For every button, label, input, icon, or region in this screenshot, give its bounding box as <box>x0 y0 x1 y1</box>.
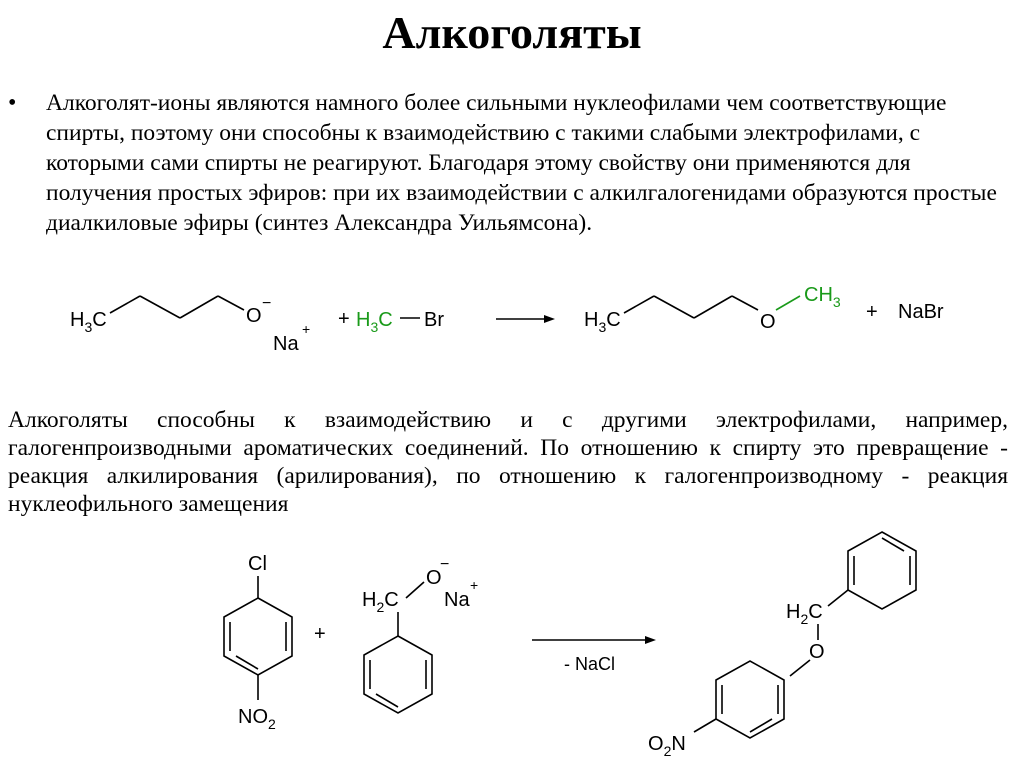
benzyloxide-minus: − <box>440 556 450 573</box>
product1-h3c: $H_3C$ <box>584 309 621 335</box>
benzyloxide-ch2: $H_2C$ <box>362 589 399 615</box>
reactant-nitro: $NO_2$ <box>238 706 276 732</box>
bullet-text: Алкоголят-ионы являются намного более сильными нуклеофилами чем соответствующие спирты, поэтому они способны к взаимодействию с такими слабыми электрофилами, с которыми сами спирты не реагируют. Благодаря этому свойству они применяются для получения простых эфиров: при их взаимодействии с алкилгалогенидами образуются простые диалкиловые эфиры (синтез Александра Уильямсона). <box>46 90 997 236</box>
chloronitrobenzene-ring <box>224 576 292 700</box>
reactant1-minus: − <box>262 295 272 312</box>
benzyloxide-oxygen: O <box>426 567 442 589</box>
reaction2-arrow <box>532 636 656 644</box>
reactant1-sodium-charge: + <box>302 321 311 337</box>
reactant2-h3c: $H_3C$ <box>356 309 393 335</box>
plus-sign-1: + <box>338 308 350 330</box>
reactant2-bromine: Br <box>424 309 444 331</box>
plus-sign-2: + <box>866 301 878 323</box>
product2-nabr: NaBr <box>898 301 944 323</box>
bullet-marker: • <box>8 90 17 116</box>
product1-oxygen: O <box>760 311 776 333</box>
reactant-chlorine: Cl <box>248 553 267 575</box>
product-nitrophenyl-ring <box>694 661 784 738</box>
paragraph: Алкоголяты способны к взаимодействию и с другими электрофилами, например, галогенпроизводными ароматических соединений. По отношению к спирту это превращение - реакция алкилирования (арилирования), по отношению к галогенпроизводному - реакция нуклеофильного замещения <box>8 407 1008 517</box>
product-oxygen: O <box>809 641 825 663</box>
benzyloxide-sodium: Na <box>444 589 470 611</box>
product1-ch3: $CH_3$ <box>804 284 841 310</box>
product-ch2: $H_2C$ <box>786 601 823 627</box>
plus-sign-3: + <box>314 623 326 645</box>
reactant1-h3c: $H_3C$ <box>70 309 107 335</box>
slide-title: Алкоголяты <box>382 7 642 58</box>
benzyloxide-sodium-charge: + <box>470 577 479 593</box>
arrow-label-nacl: - NaCl <box>564 654 616 674</box>
product-nitro: $O_2N$ <box>648 733 686 759</box>
reactant1-oxygen: O <box>246 305 262 327</box>
reactant1-sodium: Na <box>273 333 299 355</box>
